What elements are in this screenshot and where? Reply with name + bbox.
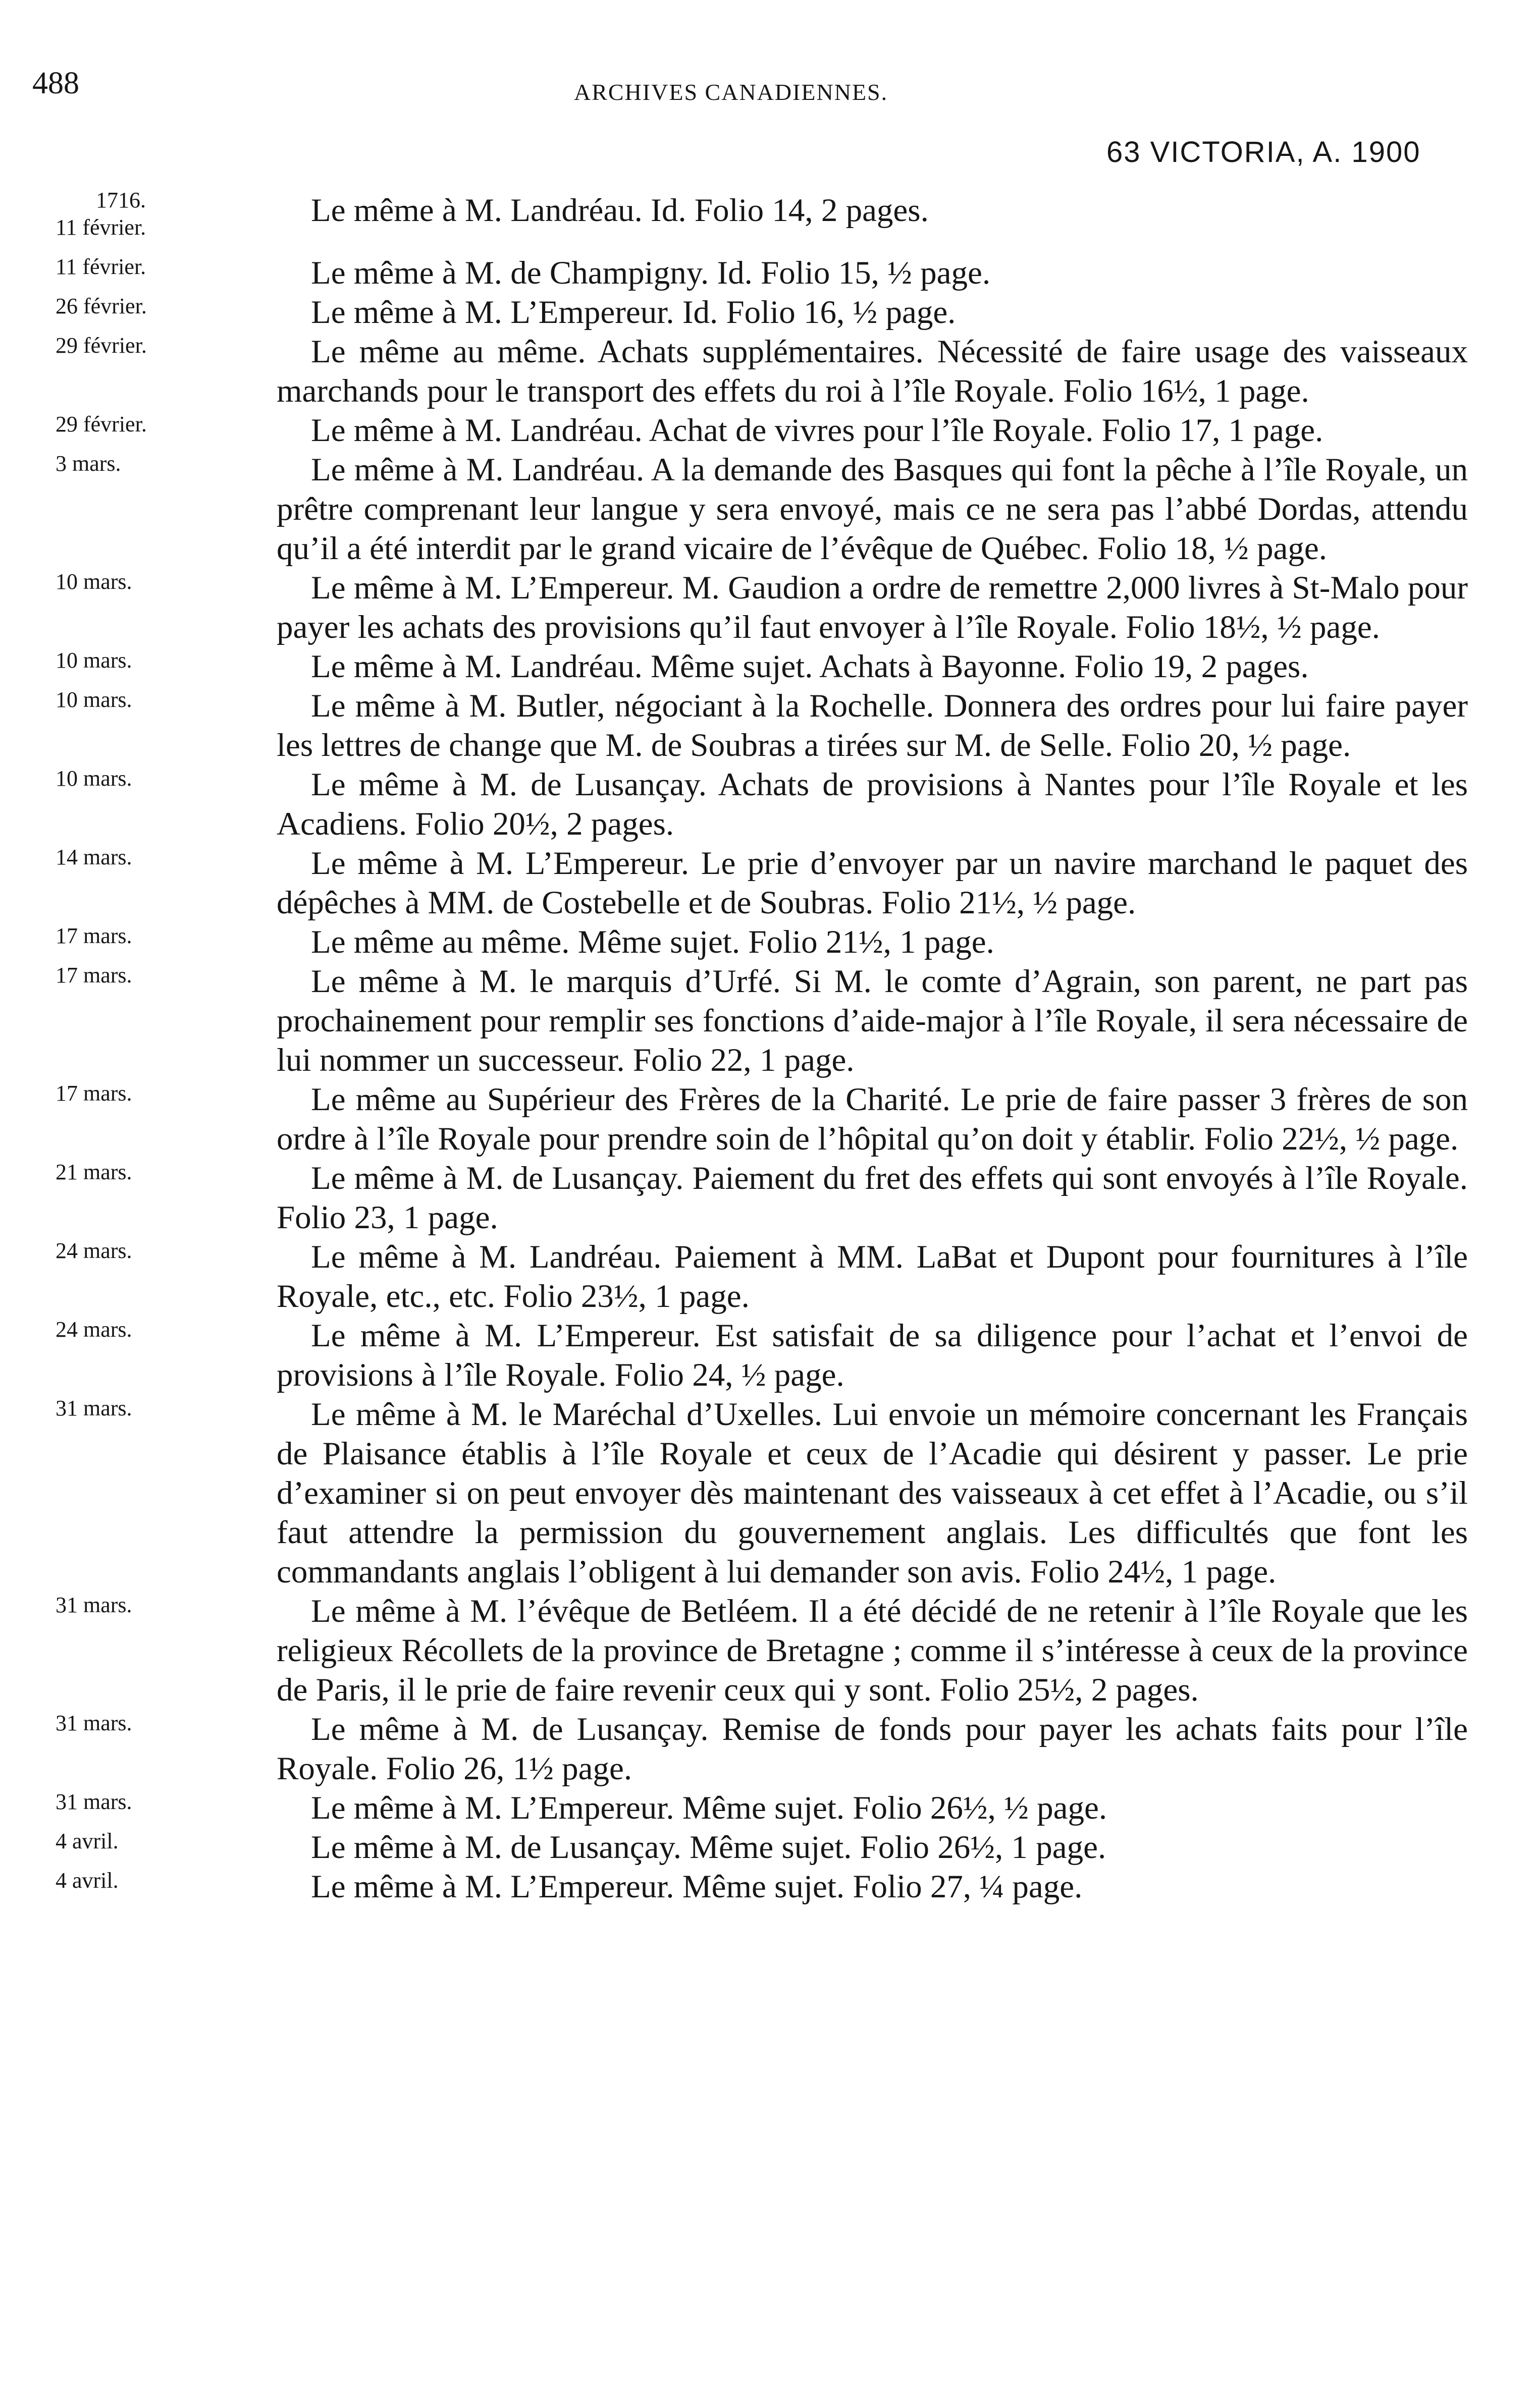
entry-date: 31 mars. — [56, 1789, 132, 1814]
entry-14 — [0, 1080, 1536, 1159]
entry-date: 31 mars. — [56, 1396, 132, 1420]
entry-date: 24 mars. — [56, 1317, 132, 1342]
entry-list — [0, 188, 1536, 1906]
entry-text: Le même au même. Même sujet. Folio 21½, 1 page. — [311, 924, 994, 960]
running-title: ARCHIVES CANADIENNES. — [574, 79, 888, 105]
entry-20 — [0, 1710, 1536, 1788]
entry-date: 10 mars. — [56, 648, 132, 673]
session-label: 63 VICTORIA, A. 1900 — [1106, 136, 1421, 169]
entry-22 — [0, 1828, 1536, 1867]
entry-text: Le même à M. le marquis d’Urfé. Si M. le comte d’Agrain, son parent, ne part pas prochainement pour remplir ses fonctions d’aide-major à l’île Royale, il sera nécessaire de lui nommer un successeur. Folio 22, 1 page. — [277, 963, 1468, 1078]
entry-8 — [0, 647, 1536, 686]
entry-date: 24 mars. — [56, 1238, 132, 1263]
entry-date: 4 avril. — [56, 1829, 119, 1853]
entry-13 — [0, 962, 1536, 1080]
entry-text: Le même au même. Achats supplémentaires. Nécessité de faire usage des vaisseaux marchands pour le transport des effets du roi à l’île Royale. Folio 16½, 1 page. — [277, 334, 1468, 409]
entry-12 — [0, 922, 1536, 962]
entry-23 — [0, 1867, 1536, 1906]
entry-date: 17 mars. — [56, 1081, 132, 1106]
entry-10 — [0, 765, 1536, 844]
entry-date: 31 mars. — [56, 1593, 132, 1617]
page-number: 488 — [32, 66, 79, 100]
entry-text: Le même à M. L’Empereur. Même sujet. Folio 27, ¼ page. — [311, 1869, 1083, 1905]
entry-text: Le même à M. L’Empereur. M. Gaudion a ordre de remettre 2,000 livres à St-Malo pour payer les achats des provisions qu’il faut envoyer à l’île Royale. Folio 18½, ½ page. — [277, 570, 1468, 645]
entry-text: Le même à M. de Champigny. Id. Folio 15, ½ page. — [311, 255, 991, 291]
entry-text: Le même à M. Landréau. Achat de vivres pour l’île Royale. Folio 17, 1 page. — [311, 412, 1323, 449]
entry-text: Le même au Supérieur des Frères de la Charité. Le prie de faire passer 3 frères de son ordre à l’île Royale pour prendre soin de l’hôpital qu’on doit y établir. Folio 22½, ½ page. — [277, 1081, 1468, 1157]
entry-text: Le même à M. de Lusançay. Même sujet. Folio 26½, 1 page. — [311, 1829, 1106, 1866]
entry-6 — [0, 450, 1536, 568]
entry-date: 4 avril. — [56, 1868, 119, 1893]
entry-17 — [0, 1316, 1536, 1395]
entry-text: Le même à M. de Lusançay. Remise de fonds pour payer les achats faits pour l’île Royale. Folio 26, 1½ page. — [277, 1711, 1468, 1787]
entry-date: 29 février. — [56, 412, 147, 436]
entry-date: 29 février. — [56, 333, 147, 358]
entry-4 — [0, 332, 1536, 411]
entry-5 — [0, 411, 1536, 450]
entry-text: Le même à M. de Lusançay. Paiement du fret des effets qui sont envoyés à l’île Royale. Folio 23, 1 page. — [277, 1160, 1468, 1236]
entry-text: Le même à M. L’Empereur. Id. Folio 16, ½ page. — [311, 294, 956, 331]
entry-text: Le même à M. L’Empereur. Même sujet. Folio 26½, ½ page. — [311, 1790, 1107, 1826]
entry-date: 17 mars. — [56, 923, 132, 948]
entry-3 — [0, 293, 1536, 332]
entry-2 — [0, 253, 1536, 293]
entry-text: Le même à M. L’Empereur. Est satisfait de sa diligence pour l’achat et l’envoi de provisions à l’île Royale. Folio 24, ½ page. — [277, 1318, 1468, 1393]
entry-date: 26 février. — [56, 294, 147, 318]
entry-text: Le même à M. Butler, négociant à la Rochelle. Donnera des ordres pour lui faire payer les lettres de change que M. de Soubras a tirées sur M. de Selle. Folio 20, ½ page. — [277, 688, 1468, 763]
entry-text: Le même à M. l’évêque de Betléem. Il a été décidé de ne retenir à l’île Royale que les religieux Récollets de la province de Bretagne ; comme il s’intéresse à ceux de la province de Paris, il le prie de faire revenir ceux qui y sont. Folio 25½, 2 pages. — [277, 1593, 1468, 1708]
entry-date: 17 mars. — [56, 963, 132, 988]
entry-text: Le même à M. Landréau. Id. Folio 14, 2 pages. — [311, 192, 929, 229]
entry-date: 1716. 11 février. — [56, 187, 262, 241]
entry-11 — [0, 844, 1536, 922]
entry-text: Le même à M. de Lusançay. Achats de provisions à Nantes pour l’île Royale et les Acadiens. Folio 20½, 2 pages. — [277, 767, 1468, 842]
entry-text: Le même à M. Landréau. A la demande des Basques qui font la pêche à l’île Royale, un prêtre comprenant leur langue y sera envoyé, mais ce ne sera pas l’abbé Dordas, attendu qu’il a été interdit par le grand vicaire de l’évêque de Québec. Folio 18, ½ page. — [277, 452, 1468, 567]
entry-text: Le même à M. L’Empereur. Le prie d’envoyer par un navire marchand le paquet des dépêches à MM. de Costebelle et de Soubras. Folio 21½, ½ page. — [277, 845, 1468, 921]
entry-1 — [0, 188, 1536, 240]
entry-date: 21 mars. — [56, 1160, 132, 1184]
entry-date: 10 mars. — [56, 766, 132, 791]
entry-19 — [0, 1592, 1536, 1710]
entry-7 — [0, 568, 1536, 647]
entry-21 — [0, 1788, 1536, 1828]
entry-15 — [0, 1159, 1536, 1237]
entry-date: 31 mars. — [56, 1711, 132, 1735]
entry-date: 10 mars. — [56, 687, 132, 712]
entry-9 — [0, 686, 1536, 765]
entry-date: 11 février. — [56, 254, 146, 279]
entry-text: Le même à M. Landréau. Même sujet. Achats à Bayonne. Folio 19, 2 pages. — [311, 648, 1309, 685]
entry-18 — [0, 1395, 1536, 1592]
entry-date: 14 mars. — [56, 845, 132, 869]
entry-16 — [0, 1237, 1536, 1316]
entry-year: 1716. — [96, 188, 146, 212]
entry-text: Le même à M. Landréau. Paiement à MM. LaBat et Dupont pour fournitures à l’île Royale, etc., etc. Folio 23½, 1 page. — [277, 1239, 1468, 1315]
entry-date: 10 mars. — [56, 569, 132, 594]
entry-text: Le même à M. le Maréchal d’Uxelles. Lui envoie un mémoire concernant les Français de Plaisance établis à l’île Royale et ceux de l’Acadie qui désirent y passer. Le prie d’examiner si on peut envoyer dès maintenant des vaisseaux à cet effet à l’Acadie, ou s’il faut attendre la permission du gouvernement anglais. Les difficultés que font les commandants anglais l’obligent à lui demander son avis. Folio 24½, 1 page. — [277, 1396, 1468, 1590]
entry-date: 3 mars. — [56, 451, 121, 476]
